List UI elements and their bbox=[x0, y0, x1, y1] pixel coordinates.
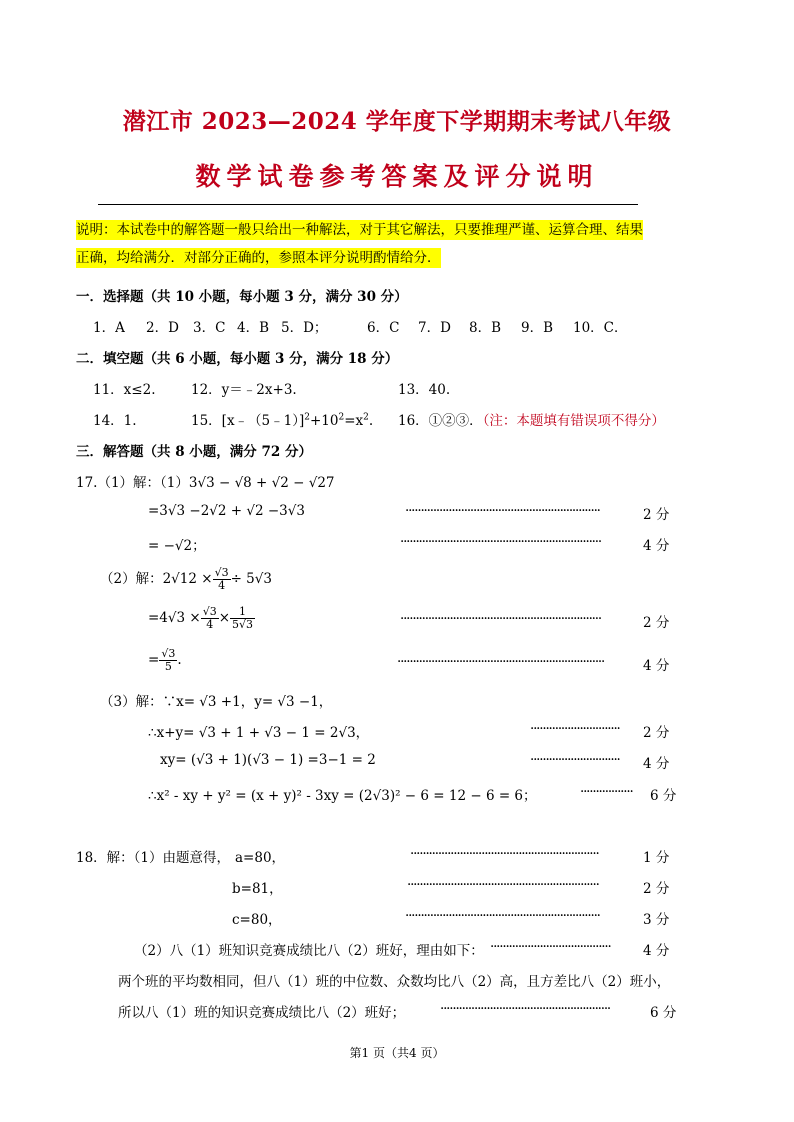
q17-part3-step1: ∴x+y= √3 + 1 + √3 − 1 = 2√3， bbox=[148, 725, 370, 741]
score-1: 1 分 bbox=[643, 850, 670, 866]
choice-answer: 7．D bbox=[418, 320, 451, 336]
score-leader-dots: ································································· bbox=[400, 611, 601, 627]
score-4: 4 分 bbox=[643, 538, 670, 554]
score-2: 2 分 bbox=[643, 725, 670, 741]
choice-answer: 6．C bbox=[367, 320, 400, 336]
score-2: 2 分 bbox=[643, 615, 670, 631]
doc-title-line1: 潜江市 2023—2024 学年度下学期期末考试八年级 bbox=[122, 108, 672, 135]
fill-answer-15: 15．$[x﹣(5﹣1)]^2+10^2=x^2$. bbox=[191, 412, 374, 429]
q17-part1-step1: =3√3 −2√2 + √2 −3√3 bbox=[148, 503, 305, 519]
q17-part2-step1: =4√3 × $\frac{√3}{4}$ × $\frac{1}{5√3}$ bbox=[148, 605, 254, 631]
q17-part3-given: （3）解：∵x= √3 +1，y= √3 −1， bbox=[100, 694, 333, 710]
score-2: 2 分 bbox=[643, 507, 670, 523]
score-leader-dots: ······································· bbox=[490, 939, 611, 955]
section-solution-heading: 三．解答题（共 8 小题，满分 72 分） bbox=[76, 444, 312, 460]
fill-answer-12: 12．y＝﹣2x+3. bbox=[191, 382, 297, 398]
choice-answer: 10．C． bbox=[573, 320, 628, 336]
score-2: 2 分 bbox=[643, 881, 670, 897]
section-fill-heading: 二．填空题（共 6 小题，每小题 3 分，满分 18 分） bbox=[76, 351, 399, 367]
q17-part3-step3: ∴x² - xy + y² = (x + y)² - 3xy = (2√3)² − 6 = 12 − 6 = 6； bbox=[148, 788, 537, 804]
q17-part3-step2: xy= (√3 + 1)(√3 − 1) =3−1 = 2 bbox=[160, 752, 376, 768]
q18-part2-claim: （2）八（1）班知识竞赛成绩比八（2）班好，理由如下： bbox=[134, 943, 484, 959]
doc-title-line2: 数学试卷参考答案及评分说明 bbox=[195, 162, 599, 191]
score-leader-dots: ······························································· bbox=[405, 503, 600, 519]
fill-answer-11: 11．x≤2. bbox=[93, 382, 156, 398]
choice-answer: 8．B bbox=[469, 320, 502, 336]
score-leader-dots: ································································· bbox=[400, 534, 601, 550]
fill-answer-14: 14．1. bbox=[93, 413, 137, 429]
page-footer: 第1 页（共4 页） bbox=[349, 1046, 445, 1060]
score-leader-dots: ······························································· bbox=[405, 908, 600, 924]
score-leader-dots: ······························································ bbox=[407, 877, 599, 893]
q18-part2-conclusion: 所以八（1）班的知识竞赛成绩比八（2）班好； bbox=[118, 1005, 406, 1021]
score-4: 4 分 bbox=[643, 658, 670, 674]
choice-answer: 4．B bbox=[237, 320, 270, 336]
score-4: 4 分 bbox=[643, 943, 670, 959]
score-6: 6 分 bbox=[650, 788, 677, 804]
q18-value-a: a=80， bbox=[235, 850, 286, 866]
q17-part1-problem: 17.（1）解：（1）3√3 − √8 + √2 − √27 bbox=[76, 475, 335, 491]
q17-part1-step2: = −√2； bbox=[148, 538, 206, 554]
choice-answer: 1．A bbox=[93, 320, 125, 336]
choice-answer: 5．D； bbox=[281, 320, 328, 336]
choice-answer: 3．C bbox=[193, 320, 226, 336]
fill-answer-13: 13．40. bbox=[398, 382, 451, 398]
q18-value-b: b=81， bbox=[232, 881, 283, 897]
fill-answer-16: 16．①②③．（注：本题填有错误项不得分） bbox=[398, 413, 665, 429]
q18-value-c: c=80， bbox=[232, 912, 282, 928]
scoring-note-line2: 正确，均给满分．对部分正确的，参照本评分说明酌情给分． bbox=[76, 250, 441, 266]
score-leader-dots: ················· bbox=[580, 784, 633, 800]
score-leader-dots: ····························· bbox=[530, 752, 620, 768]
q18-part2-reason: 两个班的平均数相同，但八（1）班的中位数、众数均比八（2）高，且方差比八（2）班小， bbox=[118, 974, 671, 990]
score-leader-dots: ····························· bbox=[530, 721, 620, 737]
score-3: 3 分 bbox=[643, 912, 670, 928]
title-divider bbox=[98, 204, 638, 205]
section-choice-heading: 一．选择题（共 10 小题，每小题 3 分，满分 30 分） bbox=[76, 289, 408, 305]
q17-part2-step2: = $\frac{√3}{5}$ . bbox=[148, 647, 182, 673]
score-leader-dots: ······················································· bbox=[440, 1001, 611, 1017]
q17-part2-problem: （2）解：2√12 × $\frac{√3}{4}$ ÷ 5√3 bbox=[100, 566, 272, 592]
scoring-note-line1: 说明：本试卷中的解答题一般只给出一种解法，对于其它解法，只要推理严谨、运算合理、结果 bbox=[76, 222, 643, 238]
score-leader-dots: ····························································· bbox=[410, 846, 599, 862]
q18-heading: 18．解：（1）由题意得， bbox=[76, 850, 231, 866]
choice-answer: 2．D bbox=[146, 320, 179, 336]
score-leader-dots: ··································································· bbox=[397, 654, 605, 670]
score-6: 6 分 bbox=[650, 1005, 677, 1021]
score-4: 4 分 bbox=[643, 756, 670, 772]
choice-answer: 9．B bbox=[521, 320, 554, 336]
fill-16-note: （注：本题填有错误项不得分） bbox=[482, 413, 665, 429]
